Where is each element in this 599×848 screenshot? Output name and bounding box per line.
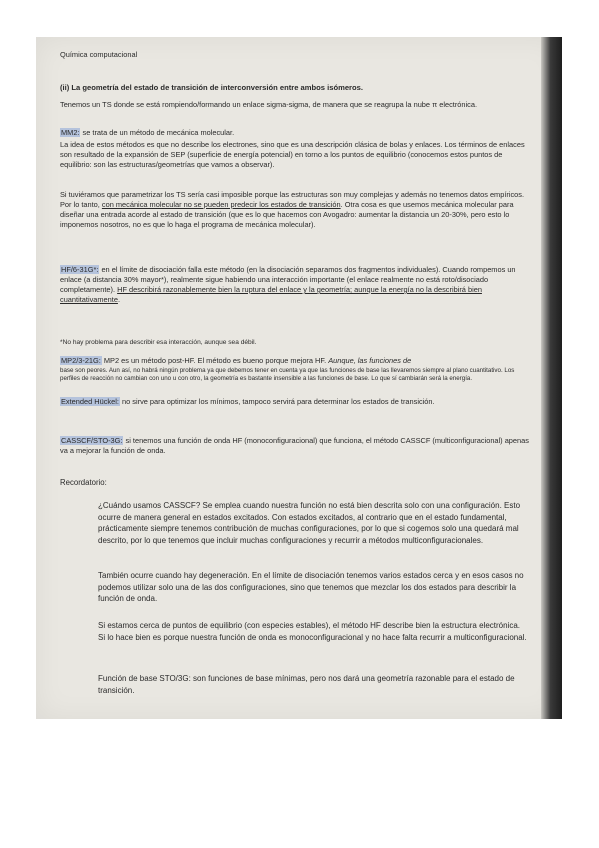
mp2-paragraph bbox=[60, 356, 530, 366]
reminder-paragraph-4: Función de base STO/3G: son funciones de base mínimas, pero nos dará una geometría razonable para el estado de transición. bbox=[98, 674, 515, 695]
mm2-label: MM2: bbox=[61, 128, 80, 137]
mp2-text: MP2 es un método post-HF. El método es bueno porque mejora HF. bbox=[101, 356, 329, 365]
mm2-underlined: con mecánica molecular no se pueden predecir los estados de transición bbox=[101, 200, 341, 209]
page-edge-shadow bbox=[541, 37, 562, 719]
page-header: Química computacional bbox=[60, 50, 138, 59]
mp2-italic: Aunque, las funciones de bbox=[328, 356, 412, 365]
hf-underlined: HF describirá razonablemente bien la ruptura del enlace y la geometría; aunque la energía no la describirá bien cuantitativamente bbox=[60, 285, 482, 304]
huckel-paragraph bbox=[60, 397, 530, 407]
mp2-small-text: base son peores. Aun así, no habrá ningún problema ya que debemos tener en cuenta ya que las funciones de base las llevaremos siempre al plano cuantitativo. Los perfiles de reacción no cambian con uno u con otro, la geometría es bastante insensible a las funciones de base. Lo que sí cambiarán será la energía. bbox=[60, 367, 515, 382]
reminder-paragraph-1: ¿Cuándo usamos CASSCF? Se emplea cuando nuestra función no está bien descrita solo con una configuración. Esto ocurre de manera general en estados excitados. Con estados excitados, al contrario que en el estado fundamental, prácticamente siempre tenemos contribución de muchas configuraciones, por lo que si cogemos solo una quedará mal descrito, por lo que tenemos que incluir muchas configuraciones y recurrir a métodos multiconfiguracionales. bbox=[98, 501, 521, 545]
casscf-text: si tenemos una función de onda HF (monoconfiguracional) que funciona, el método CASSCF (multiconfiguracional) apenas va a mejorar la función de onda. bbox=[60, 436, 529, 455]
reminder-paragraph-2: También ocurre cuando hay degeneración. En el límite de disociación tenemos varios estados cerca y en esos casos no podemos utilizar solo una de las dos configuraciones, sino que tenemos que mezclar los dos estados para describir la función de onda. bbox=[98, 571, 524, 603]
hf-label: HF/6-31G*: bbox=[61, 265, 99, 274]
mm2-text: se trata de un método de mecánica molecular. bbox=[80, 128, 235, 137]
mm2-paragraph bbox=[60, 128, 530, 138]
document-page bbox=[52, 40, 542, 720]
hf-paragraph bbox=[60, 265, 530, 305]
hf-note: *No hay problema para describir esa interacción, aunque sea débil. bbox=[60, 339, 257, 346]
huckel-label: Extended Hückel: bbox=[61, 397, 119, 406]
casscf-paragraph bbox=[60, 436, 530, 456]
casscf-label: CASSCF/STO-3G: bbox=[61, 436, 123, 445]
mm2-detail-1: La idea de estos métodos es que no describe los electrones, sino que es una descripción clásica de bolas y enlaces. Los términos de enlaces son resultado de la expansión de SEP (superficie de energía potencial) en torno a los puntos de equilibrio (conocemos estos puntos de equilibrio: son las estructuras/geometrías que vamos a observar). bbox=[60, 140, 525, 169]
intro-paragraph: Tenemos un TS donde se está rompiendo/formando un enlace sigma-sigma, de manera que se reagrupa la nube π electrónica. bbox=[60, 100, 478, 109]
section-title: (ii) La geometría del estado de transición de interconversión entre ambos isómeros. bbox=[60, 83, 363, 92]
huckel-text: no sirve para optimizar los mínimos, tampoco servirá para determinar los estados de transición. bbox=[119, 397, 435, 406]
reminder-title: Recordatorio: bbox=[60, 478, 107, 487]
mm2-detail-2b: . Otra cosa es que usemos mecánica molecular para diseñar una entrada acorde al estado de transición (que es lo que hacemos con Avogadro: aumentar la distancia un 20-30%, pero esto lo imponemos nosotros, no es que lo haga el programa de mecánica molecular). bbox=[60, 200, 514, 229]
hf-text: en el límite de disociación falla este método (en la disociación separamos dos fragmentos individuales). Cuando rompemos un enlace (a distancia 30% mayor*), realmente sigue habiendo una interacción importante (el enlace realmente no está roto/disociado completamente). bbox=[60, 265, 516, 294]
mm2-detail-2 bbox=[60, 190, 530, 230]
reminder-paragraph-3: Si estamos cerca de puntos de equilibrio (con especies estables), el método HF describe bien la estructura electrónica. Si lo hace bien es porque nuestra función de onda es monoconfiguracional y no hace falta recurrir a multiconfiguracional. bbox=[98, 621, 527, 642]
hf-end: . bbox=[117, 295, 120, 304]
mm2-detail-2a: Si tuviéramos que parametrizar los TS sería casi imposible porque las estructuras son muy complejas y además no tenemos datos empíricos. Por lo tanto, bbox=[60, 190, 525, 209]
mp2-label: MP2/3-21G: bbox=[61, 356, 101, 365]
